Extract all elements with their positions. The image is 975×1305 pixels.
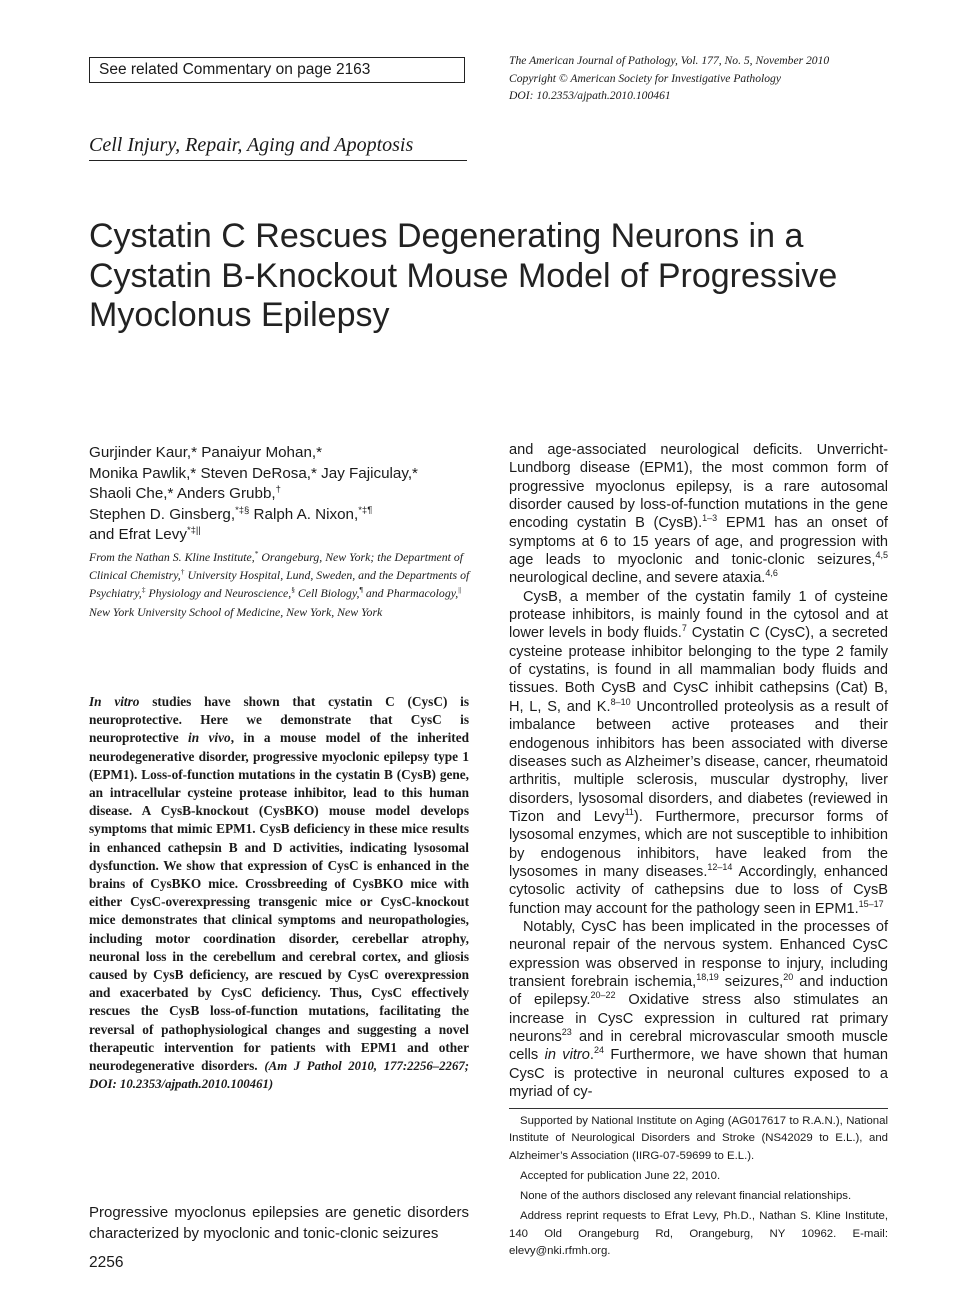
body-text: and induction of epilepsy. (509, 973, 888, 1009)
body-text: and in cerebral microvascular smooth muscle cells (509, 1029, 888, 1064)
body-text: and age-associated neurological deficits. Unverricht-Lundborg disease (EPM1), the most common form of progressive myoclonus epilepsy, is a rare autosomal disorder caused by loss-of-function mutations in the gene encoding cystatin B (CysB). (509, 442, 888, 532)
doi-line[interactable]: DOI: 10.2353/ajpath.2010.100461 (509, 89, 671, 102)
affiliation-marker: * (316, 444, 323, 461)
author: Anders Grubb, (173, 485, 276, 502)
article-title: Cystatin C Rescues Degenerating Neurons in a Cystatin B-Knockout Mouse Model of Progressive Myoclonus Epilepsy (89, 217, 838, 334)
body-text: neurological decline, and severe ataxia. (509, 570, 766, 587)
body-text: Accordingly, enhanced cytosolic activity of cathepsins due to loss of CysB function may account for the pathology seen in EPM1. (509, 863, 888, 917)
body-text: EPM1 has an onset of symptoms at 6 to 15 years of age, and progression with age leads to myoclonic and tonic-clonic seizures, (509, 515, 888, 569)
reference-marker[interactable]: 4,5 (875, 550, 888, 561)
body-paragraph (509, 441, 888, 588)
body-text: Uncontrolled proteolysis as a result of imbalance between active proteases and their endogenous inhibitors has been associated with diverse diseases such as Alzheimer’s disease, cancer, rheumatoid arthritis, multiple sclerosis, muscular dystrophy, liver disorders, lysosomal disorders, and diabetes (reviewed in Tizon and Levy (509, 698, 888, 825)
body-text: Furthermore, we have shown that human CysC is protective in neuronal cultures exposed to a myriad of cy- (509, 1047, 889, 1101)
body-text: Notably, CysC has been implicated in the processes of neuronal repair of the nervous system. Enhanced CysC expression was observed in response to injury, including transient forebrain ischemia, (509, 918, 888, 990)
affiliation-marker: * (311, 464, 317, 482)
affiliation-marker: ¶ (359, 585, 363, 595)
abstract-italic: In vitro (89, 694, 140, 709)
author: Gurjinder Kaur, (89, 444, 192, 461)
footnote-divider (509, 1108, 888, 1109)
abstract-italic: in vivo (188, 730, 231, 746)
affiliation-marker: *‡¶ (358, 504, 373, 516)
author: Jay Fajiculay, (316, 464, 413, 482)
affiliation-text: Physiology and Neuroscience, (145, 586, 292, 601)
affiliation-marker: * (254, 549, 259, 559)
reference-marker[interactable]: 12–14 (707, 862, 733, 873)
intro-paragraph: Progressive myoclonus epilepsies are genetic disorders characterized by myoclonic and tonic-clonic seizures (89, 1204, 469, 1242)
reprint-note: Address reprint requests to Efrat Levy, Ph.D., Nathan S. Kline Institute, 140 Old Orangeburg Rd, Orangeburg, NY 10962. E-mail: elevy@nki.rfmh.org. (509, 1210, 888, 1258)
body-text: . (589, 1047, 594, 1064)
affiliation-marker: § (291, 585, 295, 595)
copyright-line: Copyright © American Society for Investigative Pathology (509, 71, 781, 85)
reference-marker[interactable]: 20 (783, 972, 794, 983)
journal-citation: The American Journal of Pathology, Vol. 177, No. 5, November 2010 (509, 54, 830, 67)
reference-marker[interactable]: 18,19 (696, 972, 719, 983)
body-text-column (509, 441, 888, 1101)
affiliation-marker: *‡§ (235, 504, 250, 516)
reference-marker[interactable]: 11 (624, 807, 634, 818)
body-text: ). Furthermore, precursor forms of lysosomal enzymes, which are not susceptible to inhibition by endogenous inhibitors, have leaked from the lysosomes in many diseases. (509, 808, 888, 880)
affiliation-text: and Pharmacology, (362, 586, 459, 601)
journal-info (509, 52, 929, 105)
affiliation-marker: ‡ (141, 585, 146, 595)
affiliation-marker: *‡|| (186, 524, 201, 536)
reference-marker[interactable]: 1–3 (702, 513, 718, 524)
reference-marker[interactable]: 4,6 (765, 568, 778, 579)
author: Panaiyur Mohan, (197, 444, 317, 461)
reference-marker[interactable]: 23 (561, 1027, 572, 1038)
affiliation-marker: † (180, 567, 185, 577)
section-heading: Cell Injury, Repair, Aging and Apoptosis (89, 131, 467, 161)
body-text: seizures, (718, 973, 784, 990)
body-text: Oxidative stress also stimulates an increase in CysC expression in cultured rat primary neurons (509, 992, 888, 1045)
author: Stephen D. Ginsberg, (89, 505, 236, 523)
abstract-text: studies have shown that cystatin C (CysC) is neuroprotective. Here we demonstrate that CysC is neuroprotective (89, 694, 469, 746)
body-paragraph (509, 588, 888, 918)
affiliation-marker: * (191, 444, 198, 461)
affiliation-text: Cell Biology, (294, 586, 360, 601)
author: Monika Pawlik, (89, 464, 191, 482)
body-text: Cystatin C (CysC), a secreted cysteine protease inhibitor belonging to the type 2 family of cystatins, is found in all mammalian body fluids and tissues. Both CysB and CysC inhibit cathepsins (Cat) B, H, L, S, and K. (509, 625, 888, 715)
accepted-note: Accepted for publication June 22, 2010. (520, 1169, 721, 1182)
affiliations (89, 548, 479, 621)
author: Ralph A. Nixon, (249, 505, 359, 523)
affiliation-text: Orangeburg, New York; the Department of Clinical Chemistry, (89, 550, 464, 583)
author-list (89, 443, 479, 546)
affiliation-marker: * (190, 464, 197, 482)
reference-marker[interactable]: 15–17 (858, 898, 884, 909)
disclosure-note: None of the authors disclosed any relevant financial relationships. (520, 1190, 852, 1203)
related-commentary-text: See related Commentary on page 2163 (99, 61, 371, 78)
affiliation-text: University Hospital, Lund, Sweden, and the Departments of Psychiatry, (89, 568, 470, 601)
affiliation-text: From the Nathan S. Kline Institute, (89, 550, 255, 564)
page-number: 2256 (89, 1254, 124, 1271)
footnotes (509, 1113, 888, 1260)
affiliation-marker: * (167, 485, 174, 502)
affiliation-marker: || (458, 585, 462, 595)
reference-marker[interactable]: 24 (593, 1045, 604, 1056)
body-italic: in vitro (544, 1047, 590, 1064)
author: and Efrat Levy (89, 526, 187, 543)
funding-note: Supported by National Institute on Aging (AG017617 to R.A.N.), National Institute of Neurological Disorders and Stroke (NS42029 to E.L.), and Alzheimer’s Association (IIRG-07-59699 to E.L.). (509, 1115, 888, 1162)
related-commentary-box[interactable] (89, 57, 465, 83)
reference-marker[interactable]: 8–10 (610, 696, 631, 707)
body-text: CysB, a member of the cystatin family 1 of cysteine protease inhibitors, is mainly found in the cytosol and at lower levels in body fluids. (509, 588, 888, 642)
author: Steven DeRosa, (196, 464, 312, 482)
reference-marker[interactable]: 7 (681, 623, 687, 634)
author: Shaoli Che, (89, 485, 168, 502)
abstract-citation: (Am J Pathol 2010, 177:2256–2267; DOI: 10.2353/ajpath.2010.100461) (89, 1059, 469, 1092)
abstract (89, 693, 469, 1093)
affiliation-marker: * (412, 464, 418, 482)
reference-marker[interactable]: 20–22 (590, 990, 616, 1001)
body-paragraph (509, 918, 888, 1101)
affiliation-text: New York University School of Medicine, New York, New York (89, 604, 383, 619)
affiliation-marker: † (275, 483, 281, 495)
abstract-text: , in a mouse model of the inherited neurodegenerative disorder, progressive myoclonic epilepsy type 1 (EPM1). Loss-of-function mutations in the cystatin B (CysB) gene, an intracellular cysteine protease inhibitor, lead to this human disease. A CysB-knockout (CysBKO) mouse model develops symptoms that mimic EPM1. CysB deficiency in these mice results in enhanced cathepsin B and D activities, indicating lysosomal dysfunction. We show that expression of CysC is enhanced in the brains of CysBKO mice. Crossbreeding of CysBKO mice with either CysC-overexpressing transgenic mice or CysC-knockout mice demonstrates that clinical symptoms and neuropathologies, including motor coordination disorder, cerebellar atrophy, neuronal loss in the cerebellum and cerebral cortex, and gliosis caused by CysB deficiency, are rescued by CysC overexpression and exacerbated by CysC deficiency. Thus, CysC effectively rescues the CysB loss-of-function mutations, facilitating the reversal of pathophysiological changes and suggesting a novel therapeutic intervention for patients with EPM1 and other neurodegenerative disorders. (89, 730, 470, 1074)
